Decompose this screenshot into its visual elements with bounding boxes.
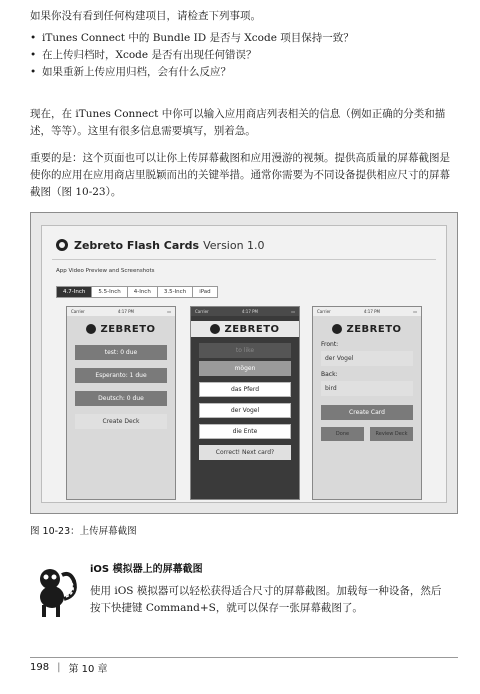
card-prompt: to like (199, 343, 291, 358)
app-header (56, 236, 265, 254)
back-label: Back: (321, 371, 338, 378)
status-bar: Carrier 4:17 PM ▭ (191, 307, 299, 316)
zebra-logo-icon (86, 324, 96, 334)
battery-icon: ▭ (413, 309, 417, 314)
checklist-item: • 如果重新上传应用归档，会有什么反应？ (30, 66, 231, 78)
intro-text: 如果你没有看到任何构建项目，请检查下列事项。 (30, 10, 261, 22)
battery-icon: ▭ (291, 309, 295, 314)
screenshot-create-card[interactable] (312, 306, 422, 500)
choice-button: die Ente (199, 424, 291, 439)
zebra-logo-icon (210, 324, 220, 334)
front-label: Front: (321, 341, 339, 348)
back-field: bird (321, 381, 413, 396)
status-bar: Carrier 4:17 PM ▭ (313, 307, 421, 316)
divider (52, 259, 436, 260)
tab-3-5-inch[interactable]: 3.5-Inch (157, 286, 193, 298)
tab-ipad[interactable]: iPad (192, 286, 217, 298)
checklist (30, 30, 458, 81)
page-footer (30, 660, 108, 675)
card-answer: mögen (199, 361, 291, 376)
checklist-item: • 在上传归档时，Xcode 是否有出现任何错误？ (30, 49, 257, 61)
zebra-logo-icon (56, 239, 68, 251)
next-card-button: Correct! Next card? (199, 445, 291, 460)
deck-row: Deutsch: 0 due (75, 391, 167, 406)
create-card-button: Create Card (321, 405, 413, 420)
app-version: Version 1.0 (203, 238, 265, 252)
choice-button: das Pferd (199, 382, 291, 397)
battery-icon: ▭ (167, 309, 171, 314)
itunes-connect-screenshot (41, 225, 447, 503)
paragraph-screenshots: 重要的是：这个页面也可以让你上传屏幕截图和应用漫游的视频。提供高质量的屏幕截图是使你的应用在应用商店里脱颖而出的关键举措。通常你需要为不同设备提供相应尺寸的屏幕截图（图 10-23）。 (30, 152, 450, 198)
chapter-label: 第 10 章 (68, 664, 108, 675)
device-tabs (56, 286, 217, 298)
footer-divider (30, 657, 458, 658)
screenshot-decks[interactable] (66, 306, 176, 500)
front-field: der Vogel (321, 351, 413, 366)
paragraph-itunes: 现在，在 iTunes Connect 中你可以输入应用商店列表相关的信息（例如正确的分类和描述，等等）。这里有很多信息需要填写，别着急。 (30, 108, 446, 137)
note-body: 使用 iOS 模拟器可以轻松获得适合尺寸的屏幕截图。加载每一种设备，然后按下快捷键 Command+S，就可以保存一张屏幕截图了。 (90, 585, 442, 614)
tab-5-5-inch[interactable]: 5.5-Inch (91, 286, 127, 298)
zebra-logo-icon (332, 324, 342, 334)
bottom-buttons (321, 427, 413, 441)
review-deck-button: Review Deck (370, 427, 413, 441)
figure-10-23 (30, 212, 458, 514)
brand-header: ZEBRETO (191, 321, 299, 337)
brand-header: ZEBRETO (313, 321, 421, 337)
deck-row: test: 0 due (75, 345, 167, 360)
tab-4-inch[interactable]: 4-Inch (127, 286, 158, 298)
lemur-icon (30, 565, 80, 620)
choice-button: der Vogel (199, 403, 291, 418)
screenshot-review[interactable] (190, 306, 300, 500)
app-title: Zebreto Flash Cards (74, 238, 200, 252)
checklist-item: • iTunes Connect 中的 Bundle ID 是否与 Xcode 项目保持一致？ (30, 32, 354, 44)
create-deck-button: Create Deck (75, 414, 167, 429)
section-label: App Video Preview and Screenshots (56, 268, 155, 274)
page-number: 198 (30, 662, 50, 673)
tab-4-7-inch[interactable]: 4.7-Inch (56, 286, 92, 298)
footer-separator: | (57, 662, 61, 673)
done-button: Done (321, 427, 364, 441)
deck-row: Esperanto: 1 due (75, 368, 167, 383)
status-bar: Carrier 4:17 PM ▭ (67, 307, 175, 316)
note-title: iOS 模拟器上的屏幕截图 (90, 564, 203, 575)
figure-caption: 图 10-23：上传屏幕截图 (30, 526, 137, 537)
brand-header: ZEBRETO (67, 321, 175, 337)
